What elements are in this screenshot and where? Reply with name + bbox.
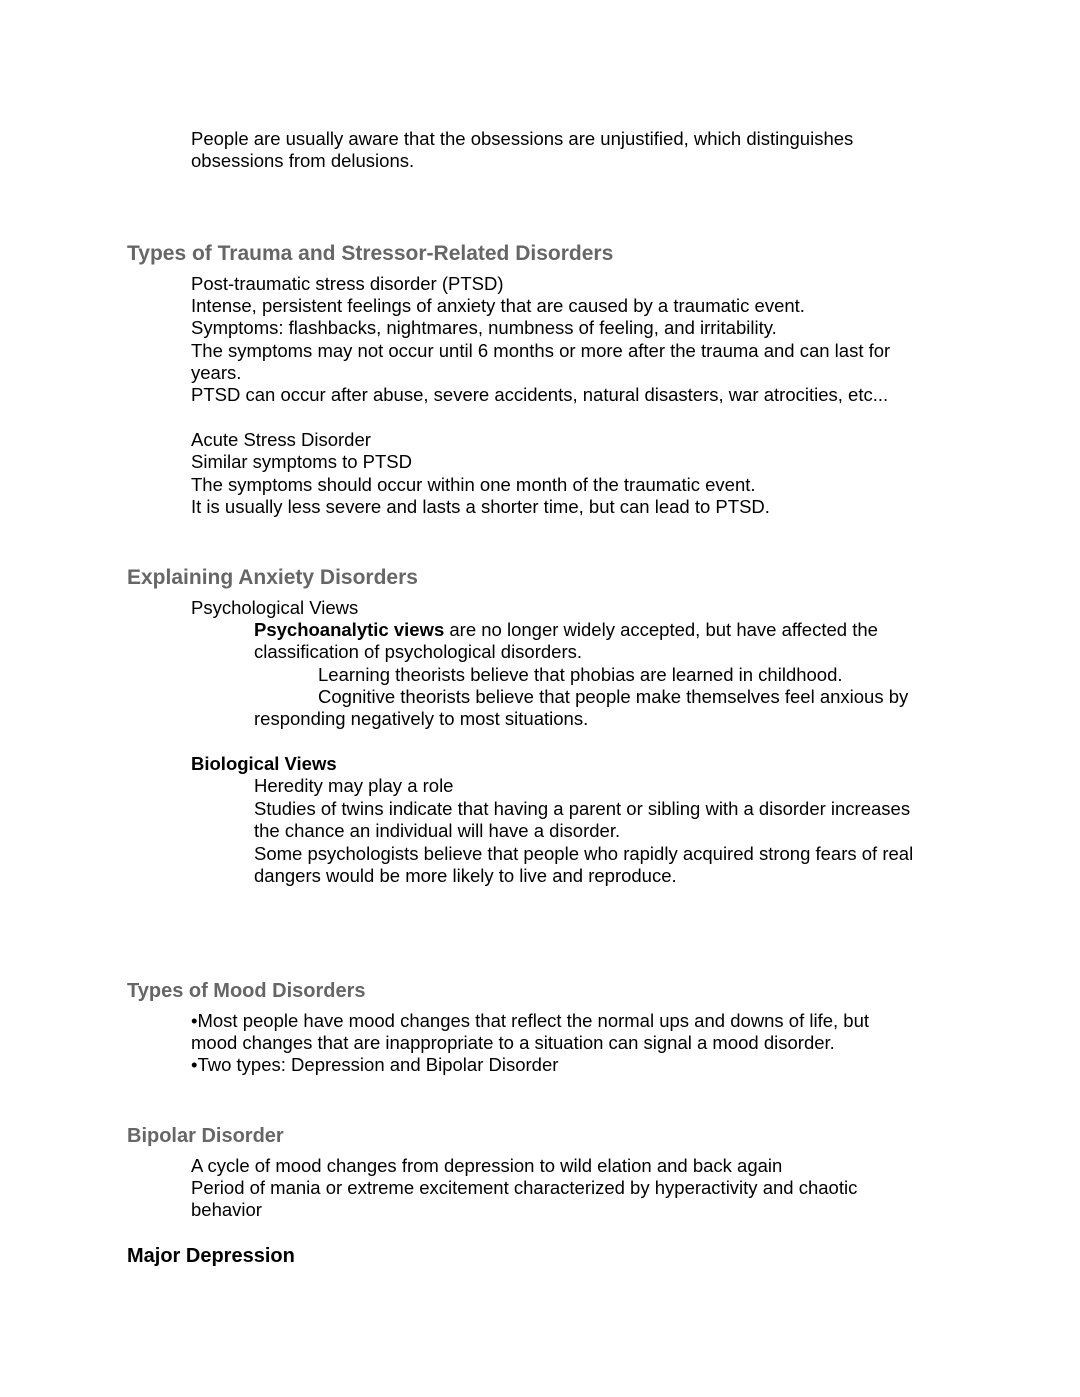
biological-line: Some psychologists believe that people who rapidly acquired strong fears of real (254, 843, 914, 864)
bipolar-line: behavior (191, 1199, 262, 1220)
biological-line: dangers would be more likely to live and reproduce. (254, 865, 677, 886)
ptsd-line: The symptoms may not occur until 6 months or more after the trauma and can last for (191, 340, 891, 361)
acute-line: Similar symptoms to PTSD (191, 451, 413, 472)
section-heading-bipolar: Bipolar Disorder (127, 1125, 284, 1147)
acute-line: The symptoms should occur within one month of the traumatic event. (191, 474, 756, 495)
biological-line: the chance an individual will have a disorder. (254, 820, 621, 841)
cognitive-line-cont: responding negatively to most situations. (254, 708, 589, 729)
biological-line: Studies of twins indicate that having a parent or sibling with a disorder increases (254, 798, 911, 819)
acute-line: It is usually less severe and lasts a shorter time, but can lead to PTSD. (191, 496, 770, 517)
bipolar-line: A cycle of mood changes from depression to wild elation and back again (191, 1155, 783, 1176)
intro-line: People are usually aware that the obsessions are unjustified, which distinguishes (191, 128, 854, 149)
section-heading-anxiety: Explaining Anxiety Disorders (127, 566, 418, 589)
cognitive-line: Cognitive theorists believe that people make themselves feel anxious by (318, 686, 909, 707)
psychoanalytic-line (254, 619, 878, 641)
mood-line: •Two types: Depression and Bipolar Disorder (191, 1054, 559, 1075)
section-heading-depression: Major Depression (127, 1245, 295, 1267)
psychological-line: classification of psychological disorders. (254, 641, 583, 662)
ptsd-line: Intense, persistent feelings of anxiety that are caused by a traumatic event. (191, 295, 805, 316)
section-heading-trauma: Types of Trauma and Stressor-Related Disorders (127, 242, 614, 265)
psychoanalytic-term: Psychoanalytic views (254, 619, 445, 640)
bipolar-line: Period of mania or extreme excitement characterized by hyperactivity and chaotic (191, 1177, 858, 1198)
ptsd-line: Symptoms: flashbacks, nightmares, numbness of feeling, and irritability. (191, 317, 777, 338)
intro-line: obsessions from delusions. (191, 150, 415, 171)
ptsd-title: Post-traumatic stress disorder (PTSD) (191, 273, 504, 294)
mood-line: mood changes that are inappropriate to a situation can signal a mood disorder. (191, 1032, 835, 1053)
learning-line: Learning theorists believe that phobias are learned in childhood. (318, 664, 843, 685)
section-heading-mood: Types of Mood Disorders (127, 980, 366, 1002)
ptsd-line: years. (191, 362, 242, 383)
ptsd-line: PTSD can occur after abuse, severe accidents, natural disasters, war atrocities, etc... (191, 384, 889, 405)
biological-line: Heredity may play a role (254, 775, 454, 796)
mood-line: •Most people have mood changes that reflect the normal ups and downs of life, but (191, 1010, 870, 1031)
acute-title: Acute Stress Disorder (191, 429, 371, 450)
psychoanalytic-text: are no longer widely accepted, but have affected the (444, 619, 878, 640)
psychological-title: Psychological Views (191, 597, 359, 618)
biological-title: Biological Views (191, 753, 337, 774)
